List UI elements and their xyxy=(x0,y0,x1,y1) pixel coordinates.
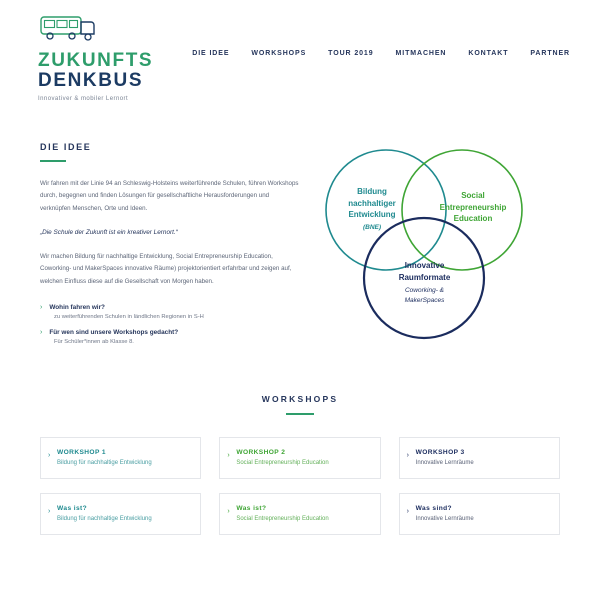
workshop-card-subtitle: Innovative Lernräume xyxy=(415,459,474,466)
chevron-right-icon: › xyxy=(227,507,230,515)
nav-item-die-idee[interactable]: DIE IDEE xyxy=(192,50,230,57)
accordion-answer: zu weiterführenden Schulen in ländlichen Regionen in S-H xyxy=(54,313,204,320)
workshop-card-title: Was ist? xyxy=(236,504,267,512)
accordion-item[interactable] xyxy=(40,329,300,345)
chevron-right-icon: › xyxy=(48,507,51,515)
idee-text-column xyxy=(40,138,300,354)
nav-item-workshops[interactable]: WORKSHOPS xyxy=(251,50,307,57)
workshops-section xyxy=(0,394,600,535)
idee-paragraph-1: Wir fahren mit der Linie 94 an Schleswig-Holsteins weiterführende Schulen, führen Workshops durch, begegnen und finden Lösungen für gesellschaftliche Herausforderungen und verknüpfen Menschen, Orte und Ideen. xyxy=(40,180,299,212)
site-header xyxy=(0,0,600,110)
workshop-card-subtitle: Bildung für nachhaltige Entwicklung xyxy=(57,515,152,522)
accordion-item[interactable] xyxy=(40,304,300,320)
brand-title xyxy=(38,51,192,91)
bus-icon xyxy=(40,16,192,47)
nav-item-partner[interactable]: PARTNER xyxy=(530,50,570,57)
accordion-header[interactable] xyxy=(40,304,300,311)
venn-innovative-sub2: MakerSpaces xyxy=(404,296,445,304)
workshop-card-subtitle: Social Entrepreneurship Education xyxy=(236,515,329,522)
main-navigation xyxy=(192,16,570,57)
nav-item-mitmachen[interactable]: MITMACHEN xyxy=(395,50,447,57)
accordion-question: Wohin fahren wir? xyxy=(49,303,105,311)
venn-bne-line3: Entwicklung xyxy=(348,210,396,220)
workshop-card-title: WORKSHOP 1 xyxy=(57,448,106,456)
venn-social-line1: Social xyxy=(461,191,485,200)
venn-innovative-sub1: Coworking- & xyxy=(404,287,444,295)
chevron-right-icon: › xyxy=(40,328,43,336)
workshops-grid xyxy=(40,437,560,535)
workshop-card-3[interactable] xyxy=(399,437,560,479)
workshop-card-title: Was sind? xyxy=(415,504,452,512)
workshop-card-title: Was ist? xyxy=(57,504,88,512)
workshop-card-2[interactable] xyxy=(219,437,380,479)
idee-accordion xyxy=(40,304,300,345)
chevron-right-icon: › xyxy=(48,451,51,459)
venn-social-line3: Education xyxy=(453,214,493,224)
brand-line-2: DENKBUS xyxy=(38,69,144,91)
nav-item-kontakt[interactable]: KONTAKT xyxy=(468,50,509,57)
brand-tagline: Innovativer & mobiler Lernort xyxy=(38,95,129,102)
accordion-question: Für wen sind unsere Workshops gedacht? xyxy=(49,328,179,336)
venn-bne-line2: nachhaltiger xyxy=(348,198,396,208)
workshop-card-5[interactable] xyxy=(219,493,380,535)
workshop-card-title: WORKSHOP 2 xyxy=(236,448,286,456)
venn-diagram xyxy=(304,138,560,348)
workshop-card-title: WORKSHOP 3 xyxy=(415,448,465,456)
idee-paragraph-2: Wir machen Bildung für nachhaltige Entwicklung, Social Entrepreneurship Education, Coworking- und MakerSpaces innovative Räume) projektorientiert erfahrbar und zeigen auf, welchen Einfluss diese auf die Gesellschaft von Morgen haben. xyxy=(40,252,292,285)
accordion-header[interactable] xyxy=(40,329,300,336)
venn-bne-abbr: (BNE) xyxy=(362,223,382,231)
workshop-card-subtitle: Social Entrepreneurship Education xyxy=(236,459,329,466)
venn-innovative-line2: Raumformate xyxy=(398,272,451,282)
venn-bne-line1: Bildung xyxy=(357,187,387,196)
workshop-card-6[interactable] xyxy=(399,493,560,535)
workshops-title: WORKSHOPS xyxy=(261,393,339,404)
chevron-right-icon: › xyxy=(40,303,43,311)
chevron-right-icon: › xyxy=(406,507,409,515)
page-title: DIE IDEE xyxy=(40,142,92,152)
workshop-card-subtitle: Innovative Lernräume xyxy=(415,515,474,522)
nav-item-tour-2019[interactable]: TOUR 2019 xyxy=(328,50,374,57)
chevron-right-icon: › xyxy=(406,451,409,459)
idee-section xyxy=(0,110,600,354)
workshop-card-1[interactable] xyxy=(40,437,201,479)
workshops-divider xyxy=(286,413,314,415)
venn-innovative-line1: Innovative xyxy=(404,261,445,270)
accordion-answer: Für Schüler*innen ab Klasse 8. xyxy=(54,338,134,345)
brand-line-1: ZUKUNFTS xyxy=(38,50,154,71)
title-divider xyxy=(40,160,66,162)
workshop-card-4[interactable] xyxy=(40,493,201,535)
idee-quote: „Die Schule der Zukunft ist ein kreativer Lernort.“ xyxy=(40,229,178,237)
brand-logo[interactable] xyxy=(38,16,192,102)
venn-social-line2: Entrepreneurship xyxy=(439,202,507,212)
workshop-card-subtitle: Bildung für nachhaltige Entwicklung xyxy=(57,459,152,466)
chevron-right-icon: › xyxy=(227,451,230,459)
